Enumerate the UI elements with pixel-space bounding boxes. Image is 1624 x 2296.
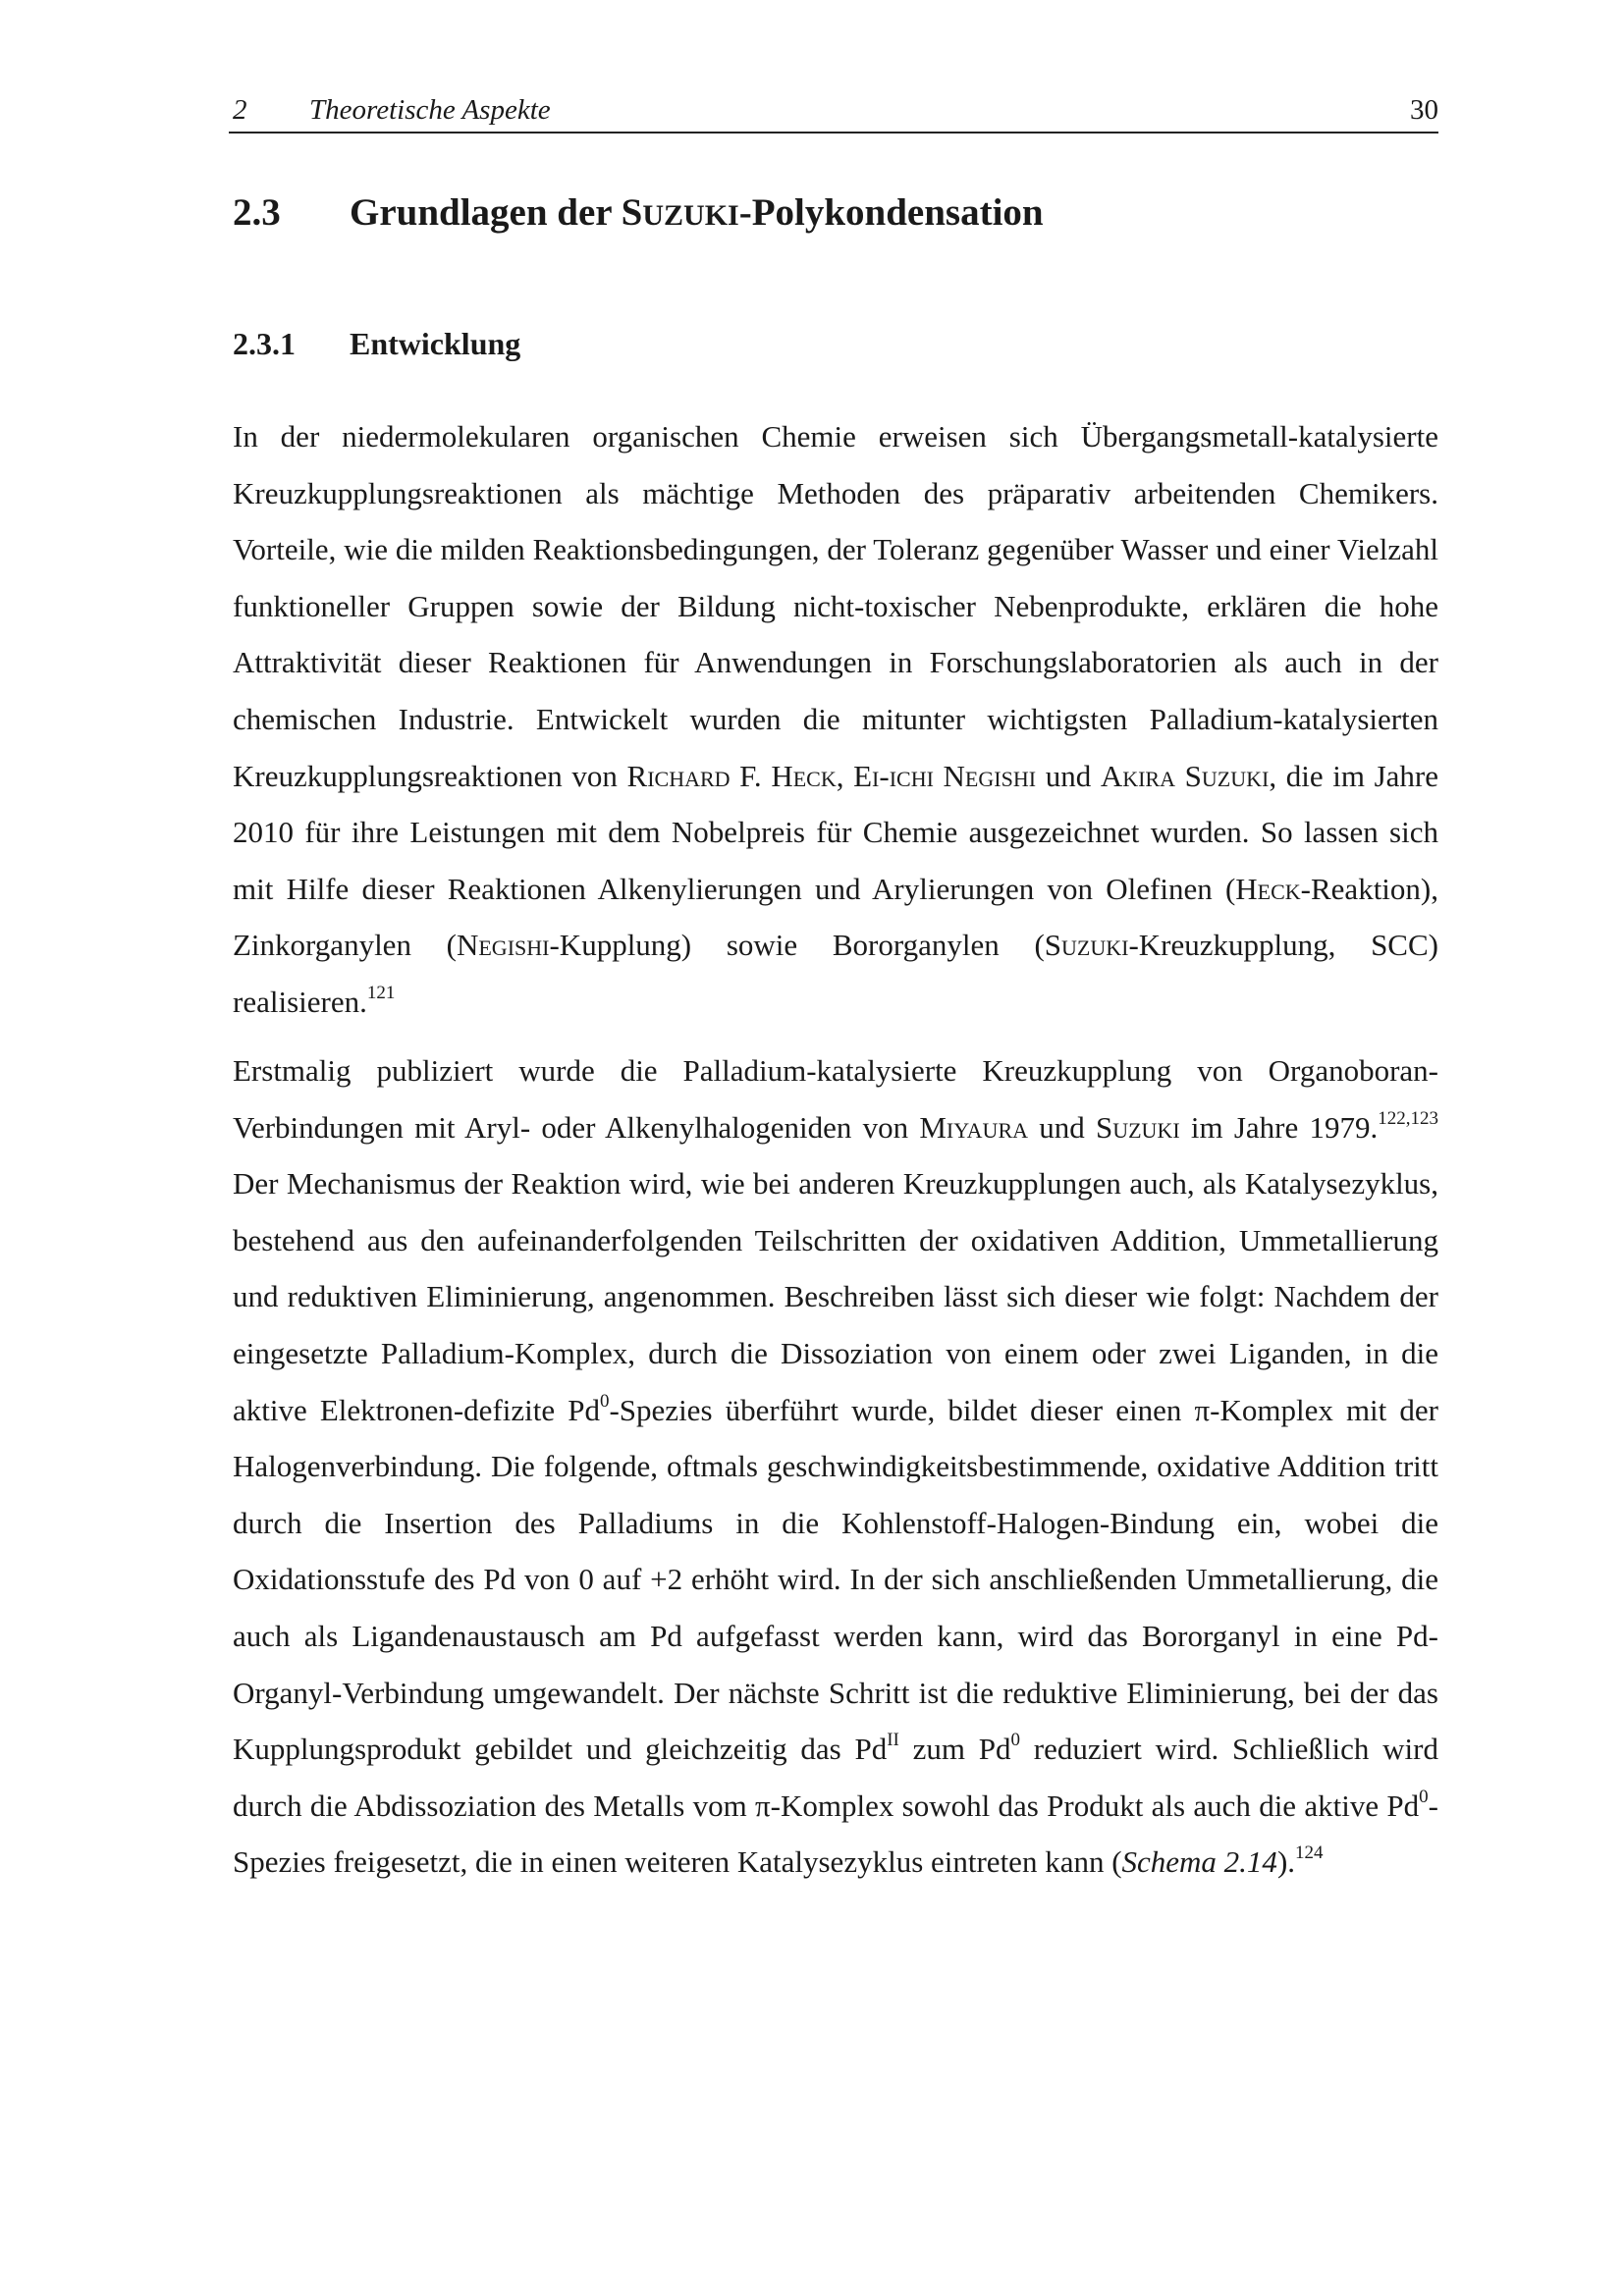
paragraph-2-text-5: -Spezies überführt wurde, bildet dieser einen π-Komplex mit der Halogenverbindung. Die folgende, oftmals geschwindigkeitsbestimmende, oxidative Addition tritt durch die Insertion des Palladiums in die Kohlenstoff-Halogen-Bindung ein, wobei die Oxidationsstufe des Pd von 0 auf +2 erhöht wird. In der sich anschließenden Ummetallierung, die auch als Ligandenaustausch am Pd aufgefasst werden kann, wird das Bororganyl in eine Pd-Organyl-Verbindung umgewandelt. Der nächste Schritt ist die reduktive Eliminierung, bei der das Kupplungsprodukt gebildet und gleichzeitig das Pd	[233, 1392, 1438, 1767]
running-header	[229, 94, 1438, 133]
author-name-heck: Richard F. Heck	[626, 758, 837, 793]
oxidation-state-superscript: 0	[1419, 1786, 1429, 1807]
header-chapter-number: 2	[233, 94, 247, 126]
paragraph-1-text-1: In der niedermolekularen organischen Chemie erweisen sich Übergangsmetall-katalysierte Kreuzkupplungsreaktionen als mächtige Methoden des präparativ arbeitenden Chemikers. Vorteile, wie die milden Reaktionsbedingungen, der Toleranz gegenüber Wasser und einer Vielzahl funktioneller Gruppen sowie der Bildung nicht-toxischer Nebenprodukte, erklären die hohe Attraktivität dieser Reaktionen für Anwendungen in Forschungslaboratorien als auch in der chemischen Industrie. Entwickelt wurden die mitunter wichtigsten Palladium-katalysierten Kreuzkupplungsreaktionen von	[233, 419, 1438, 793]
subsection-heading	[233, 326, 520, 362]
name-heck: Heck	[1235, 871, 1301, 906]
section-title-suffix: -Polykondensation	[738, 191, 1044, 234]
paragraph-2-text-8: -Spezies freigesetzt, die in einen weiteren Katalysezyklus eintreten kann (	[233, 1788, 1438, 1880]
citation-ref: 121	[366, 982, 396, 1003]
paragraph-2-text-2: und	[1028, 1109, 1096, 1145]
paragraph-2-text-1: Erstmalig publiziert wurde die Palladium-katalysierte Kreuzkupplung von Organoboran-Verbindungen mit Aryl- oder Alkenylhalogeniden von	[233, 1053, 1438, 1145]
section-title-name-rest: UZUKI	[642, 199, 739, 232]
citation-ref: 122,123	[1378, 1107, 1438, 1129]
section-heading	[233, 190, 1044, 235]
name-suzuki: Suzuki	[1044, 928, 1129, 963]
paragraph-2-text-4: Der Mechanismus der Reaktion wird, wie bei anderen Kreuzkupplungen auch, als Katalysezyklus, bestehend aus den aufeinanderfolgenden Teilschritten der oxidativen Addition, Ummetallierung und reduktiven Eliminierung, angenommen. Beschreiben lässt sich dieser wie folgt: Nachdem der eingesetzte Palladium-Komplex, durch die Dissoziation von einem oder zwei Liganden, in die aktive Elektronen-defizite Pd	[233, 1166, 1438, 1427]
section-number: 2.3	[233, 191, 281, 234]
name-negishi: Negishi	[456, 928, 550, 963]
paragraph-1-text-7: -Kreuzkupplung, SCC) realisieren.	[233, 928, 1438, 1019]
paragraph-1-text-2: ,	[836, 758, 854, 793]
paragraph-1	[233, 408, 1438, 1031]
paragraph-2-text-7: reduziert wird. Schließlich wird durch die Abdissoziation des Metalls vom π-Komplex sowohl das Produkt als auch die aktive Pd	[233, 1732, 1438, 1823]
paragraph-1-text-6: -Kupplung) sowie Bororganylen (	[549, 928, 1045, 963]
author-name-suzuki: Akira Suzuki	[1100, 758, 1270, 793]
oxidation-state-superscript: 0	[599, 1390, 610, 1412]
section-title-prefix: Grundlagen der	[350, 191, 622, 234]
paragraph-1-text-5: -Reaktion), Zinkorganylen (	[233, 871, 1438, 963]
paragraph-1-text-4: , die im Jahre 2010 für ihre Leistungen mit dem Nobelpreis für Chemie ausgezeichnet wurden. So lassen sich mit Hilfe dieser Reaktionen Alkenylierungen und Arylierungen von Olefinen (	[233, 758, 1438, 906]
oxidation-state-superscript: 0	[1010, 1730, 1020, 1751]
page-number: 30	[1410, 94, 1438, 126]
author-name-negishi: Ei-ichi Negishi	[853, 758, 1037, 793]
paragraph-2	[233, 1042, 1438, 1891]
paragraph-2-text-9: ).	[1276, 1844, 1296, 1880]
citation-ref: 124	[1295, 1842, 1324, 1864]
name-suzuki: Suzuki	[1095, 1109, 1180, 1145]
paragraph-1-text-3: und	[1036, 758, 1101, 793]
scheme-reference: Schema 2.14	[1121, 1844, 1277, 1880]
paragraph-2-text-3: im Jahre 1979.	[1179, 1109, 1379, 1145]
name-miyaura: Miyaura	[919, 1109, 1029, 1145]
header-chapter-title: Theoretische Aspekte	[309, 94, 551, 126]
paragraph-2-text-6: zum Pd	[898, 1732, 1011, 1767]
oxidation-state-superscript: II	[887, 1730, 899, 1751]
section-title-name-initial: S	[621, 191, 643, 234]
subsection-number: 2.3.1	[233, 326, 296, 361]
subsection-title: Entwicklung	[350, 326, 521, 361]
